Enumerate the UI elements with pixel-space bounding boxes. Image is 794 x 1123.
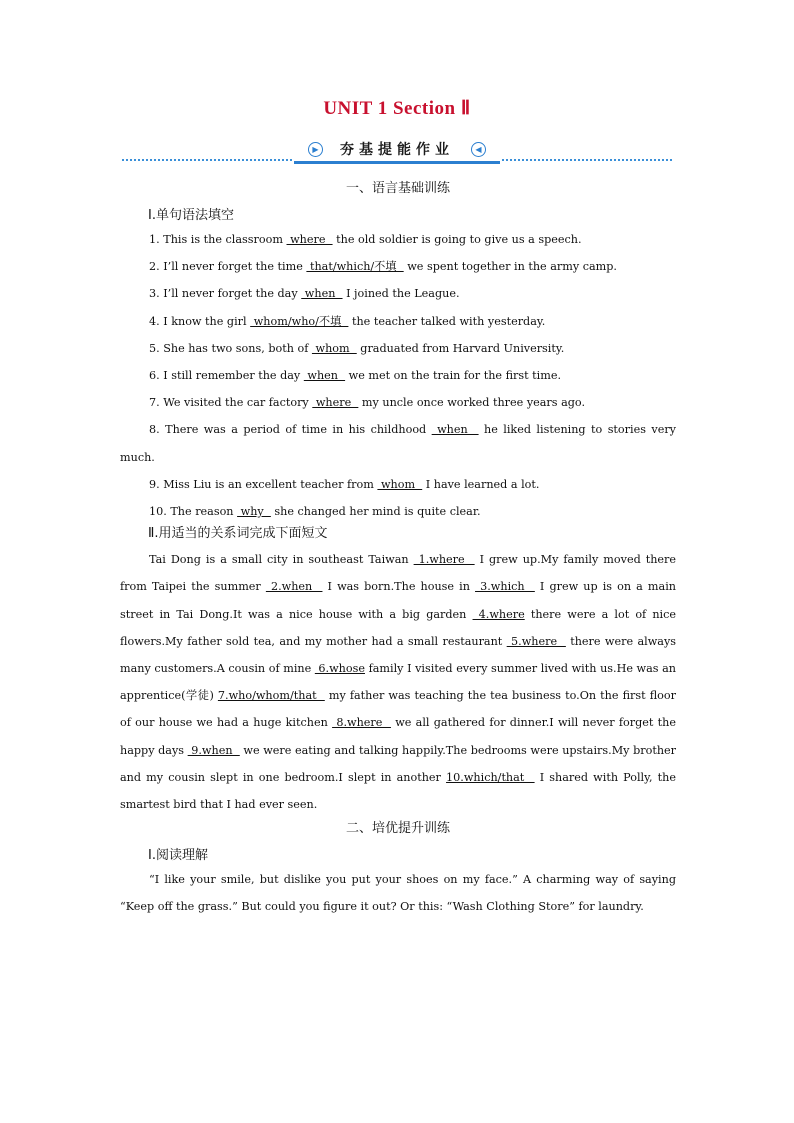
banner-label: 夯基提能作业 [340, 142, 454, 158]
answer: 8.where [332, 716, 391, 730]
answer: when [303, 369, 346, 383]
answer: where [286, 233, 333, 246]
exercise-item: 6. I still remember the day when we met on the train for the first time. [149, 369, 562, 383]
reading-paragraph: “I like your smile, but dislike you put your shoes on my face.” A charming way of saying “Keep off the grass.” But could you figure it out? Or this: “Wash Clothing Store” for laundry. [120, 873, 676, 914]
exercise-item: 8. There was a period of time in his childhood when he liked listening to stories very much. [120, 423, 676, 464]
exercise-item: 4. I know the girl whom/who/不填 the teacher talked with yesterday. [149, 314, 546, 328]
answer: 9.when [187, 743, 240, 757]
arrow-right-icon: ▶ [308, 142, 323, 157]
part1-sectionA-heading: Ⅰ.单句语法填空 [148, 208, 234, 223]
answer: whom/who/不填 [250, 314, 349, 328]
exercise-item: 2. I’ll never forget the time that/which/不填 we spent together in the army camp. [149, 260, 617, 274]
answer: why [237, 505, 271, 519]
arrow-left-icon: ◀ [471, 142, 486, 157]
section-banner [122, 139, 672, 165]
exercise-item: 10. The reason why she changed her mind is quite clear. [149, 505, 481, 519]
exercise-item: 9. Miss Liu is an excellent teacher from whom I have learned a lot. [149, 477, 540, 491]
page-title: UNIT 1 Section Ⅱ [323, 98, 471, 119]
answer: 4.where [472, 607, 525, 621]
cloze-passage: Tai Dong is a small city in southeast Taiwan 1.where I grew up.My family moved there from Taipei the summer 2.when I was born.The house in 3.which I grew up is on a main street in Tai Dong.It was a nice house with a big garden 4.where there were a lot of nice flowers.My father sold tea, and my mother had a small restaurant 5.where there were always many customers.A cousin of mine 6.whose family I visited every summer lived with us.He was an apprentice(学徒) 7.who/whom/that my father was teaching the tea business to.On the first floor of our house we had a huge kitchen 8.where we all gathered for dinner.I will never forget the happy days 9.when we were eating and talking happily.The bedrooms were upstairs.My brother and my cousin slept in one bedroom.I slept in another 10.which/that I shared with Polly, the smartest bird that I had ever seen. [120, 553, 677, 812]
answer: 2.when [265, 580, 323, 594]
answer: when [431, 423, 479, 437]
banner-tab [294, 139, 500, 164]
part1-sectionB-heading: Ⅱ.用适当的关系词完成下面短文 [148, 526, 328, 542]
exercise-item: 5. She has two sons, both of whom graduated from Harvard University. [149, 341, 565, 355]
banner-divider-right [502, 159, 672, 161]
answer: 7.who/whom/that [217, 689, 325, 703]
exercise-list [120, 226, 676, 525]
content [120, 180, 676, 921]
answer: when [301, 287, 343, 301]
answer: 10.which/that [446, 770, 535, 784]
answer: that/which/不填 [306, 260, 404, 274]
part1-heading: 一、语言基础训练 [345, 181, 450, 196]
exercise-item: 3. I’ll never forget the day when I joined the League. [149, 287, 460, 301]
answer: 3.which [475, 580, 535, 594]
part2-sectionA-heading: Ⅰ.阅读理解 [148, 848, 208, 864]
answer: whom [311, 341, 357, 355]
answer: whom [377, 477, 423, 491]
answer: 6.whose [314, 662, 365, 676]
answer: 5.where [506, 634, 566, 648]
exercise-item: 7. We visited the car factory where my uncle once worked three years ago. [149, 396, 586, 410]
answer: where [312, 396, 359, 410]
part2-heading: 二、培优提升训练 [345, 821, 450, 837]
answer: 1.where [413, 553, 475, 567]
exercise-item: 1. This is the classroom where the old soldier is going to give us a speech. [149, 233, 582, 246]
banner-divider-left [122, 159, 292, 161]
